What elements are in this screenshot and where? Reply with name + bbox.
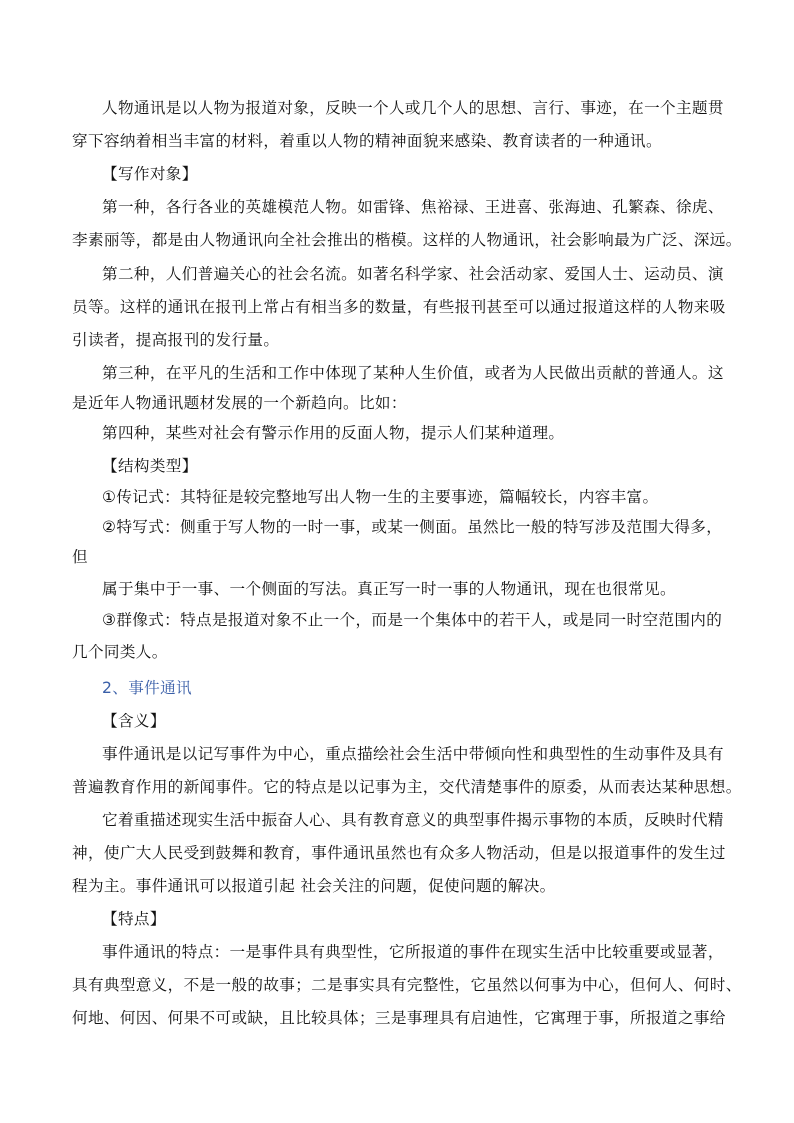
paragraph-group-style-line-2: 几个同类人。 <box>72 643 168 661</box>
heading-writing-object: 【写作对象】 <box>102 165 198 183</box>
paragraph-feature-style-continued: 属于集中于一事、一个侧面的写法。真正写一时一事的人物通讯，现在也很常见。 <box>102 580 676 598</box>
paragraph-type-1-line-1: 第一种，各行各业的英雄模范人物。如雷锋、焦裕禄、王进喜、张海迪、孔繁森、徐虎、 <box>102 198 724 216</box>
paragraph-type-2-line-2: 员等。这样的通讯在报刊上常占有相当多的数量，有些报刊甚至可以通过报道这样的人物来吸 <box>72 298 726 316</box>
paragraph-features-line-3: 何地、何因、何果不可或缺，且比较具体；三是事理具有启迪性，它寓理于事，所报道之事给 <box>72 1009 726 1027</box>
heading-structure-type: 【结构类型】 <box>102 457 198 475</box>
paragraph-type-4: 第四种，某些对社会有警示作用的反面人物，提示人们某种道理。 <box>102 424 565 442</box>
paragraph-feature-style-line-1: ②特写式：侧重于写人物的一时一事，或某一侧面。虽然比一般的特写涉及范围大得多， <box>102 518 723 536</box>
paragraph-features-line-1: 事件通讯的特点：一是事件具有典型性，它所报道的事件在现实生活中比较重要或显著， <box>102 943 724 961</box>
paragraph-type-1-line-2: 李素丽等，都是由人物通讯向全社会推出的楷模。这样的人物通讯，社会影响最为广泛、深远。 <box>72 231 742 249</box>
paragraph-feature-style-line-2: 但 <box>72 548 88 566</box>
heading-meaning: 【含义】 <box>102 712 166 730</box>
paragraph-biography-style: ①传记式：其特征是较完整地写出人物一生的主要事迹，篇幅较长，内容丰富。 <box>102 488 659 506</box>
paragraph-type-3-line-2: 是近年人物通讯题材发展的一个新趋向。比如： <box>72 394 407 412</box>
paragraph-type-2-line-3: 引读者，提高报刊的发行量。 <box>72 331 280 349</box>
paragraph-type-3-line-1: 第三种，在平凡的生活和工作中体现了某种人生价值，或者为人民做出贡献的普通人。这 <box>102 364 724 382</box>
paragraph-definition-line-2: 穿下容纳着相当丰富的材料，着重以人物的精神面貌来感染、教育读者的一种通讯。 <box>72 132 662 150</box>
paragraph-event-definition-line-1: 事件通讯是以记写事件为中心，重点描绘社会生活中带倾向性和典型性的生动事件及具有 <box>102 745 724 763</box>
paragraph-event-purpose-line-1: 它着重描述现实生活中振奋人心、具有教育意义的典型事件揭示事物的本质，反映时代精 <box>102 811 724 829</box>
heading-features: 【特点】 <box>102 910 166 928</box>
paragraph-type-2-line-1: 第二种，人们普遍关心的社会名流。如著名科学家、社会活动家、爱国人士、运动员、演 <box>102 265 724 283</box>
paragraph-event-definition-line-2: 普遍教育作用的新闻事件。它的特点是以记事为主，交代清楚事件的原委，从而表达某种思想。 <box>72 778 742 796</box>
paragraph-group-style-line-1: ③群像式：特点是报道对象不止一个，而是一个集体中的若干人，或是同一时空范围内的 <box>102 611 723 629</box>
section-heading-event-report: 2、事件通讯 <box>102 679 192 697</box>
paragraph-features-line-2: 具有典型意义，不是一般的故事；二是事实具有完整性，它虽然以何事为中心，但何人、何时、 <box>72 976 742 994</box>
paragraph-event-purpose-line-2: 神，使广大人民受到鼓舞和教育，事件通讯虽然也有众多人物活动，但是以报道事件的发生过 <box>72 844 726 862</box>
paragraph-definition-line-1: 人物通讯是以人物为报道对象，反映一个人或几个人的思想、言行、事迹，在一个主题贯 <box>102 99 724 117</box>
paragraph-event-purpose-line-3: 程为主。事件通讯可以报道引起 社会关注的问题，促使问题的解决。 <box>72 877 556 895</box>
